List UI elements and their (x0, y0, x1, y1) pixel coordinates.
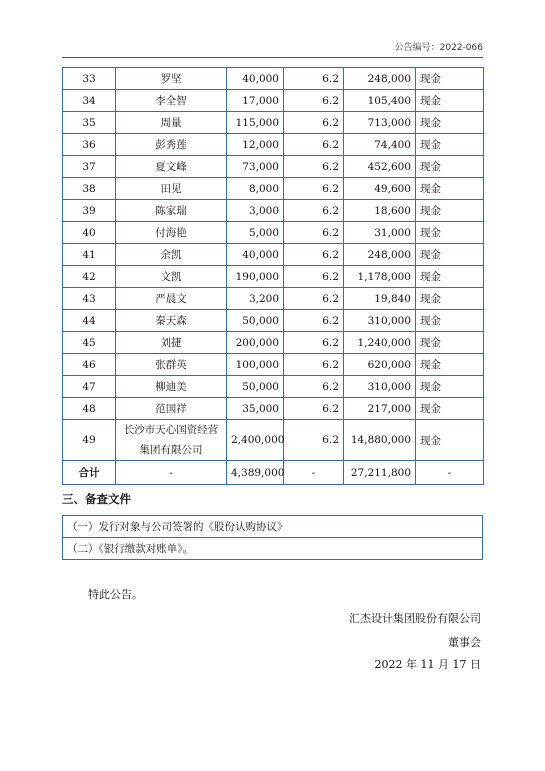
row-number: 34 (63, 90, 116, 112)
shares-cell: 2,400,000 (227, 420, 284, 461)
amount-cell: 74,400 (344, 134, 416, 156)
payment-method-cell: 现金 (416, 354, 484, 376)
subscriber-name: 刘捷 (116, 332, 227, 354)
shares-cell: 3,200 (227, 288, 284, 310)
price-cell: 6.2 (284, 156, 344, 178)
shares-cell: 115,000 (227, 112, 284, 134)
table-row (63, 354, 484, 376)
price-cell: 6.2 (284, 200, 344, 222)
total-shares: 4,389,000 (227, 461, 284, 485)
amount-cell: 49,600 (344, 178, 416, 200)
price-cell: 6.2 (284, 68, 344, 90)
amount-cell: 452,600 (344, 156, 416, 178)
table-row (63, 420, 484, 461)
subscriber-name: 付海艳 (116, 222, 227, 244)
amount-cell: 14,880,000 (344, 420, 416, 461)
table-row (63, 156, 484, 178)
price-cell: 6.2 (284, 222, 344, 244)
amount-cell: 310,000 (344, 310, 416, 332)
amount-cell: 713,000 (344, 112, 416, 134)
table-row (63, 244, 484, 266)
subscriber-name: 周量 (116, 112, 227, 134)
table-row (63, 288, 484, 310)
price-cell: 6.2 (284, 332, 344, 354)
shares-cell: 3,000 (227, 200, 284, 222)
payment-method-cell: 现金 (416, 376, 484, 398)
payment-method-cell: 现金 (416, 134, 484, 156)
price-cell: 6.2 (284, 398, 344, 420)
table-row (63, 222, 484, 244)
payment-method-cell: 现金 (416, 112, 484, 134)
document-item: （二）《银行缴款对账单》。 (63, 538, 483, 560)
row-number: 33 (63, 68, 116, 90)
row-number: 37 (63, 156, 116, 178)
row-number: 49 (63, 420, 116, 461)
shares-cell: 200,000 (227, 332, 284, 354)
row-number: 42 (63, 266, 116, 288)
price-cell: 6.2 (284, 288, 344, 310)
row-number: 38 (63, 178, 116, 200)
price-cell: 6.2 (284, 354, 344, 376)
payment-method-cell: 现金 (416, 90, 484, 112)
total-price: - (284, 461, 344, 485)
shares-cell: 50,000 (227, 376, 284, 398)
shares-cell: 35,000 (227, 398, 284, 420)
board-name: 董事会 (448, 636, 481, 649)
subscriber-table (62, 67, 484, 485)
row-number: 35 (63, 112, 116, 134)
subscriber-name: 陈家瑞 (116, 200, 227, 222)
total-amount: 27,211,800 (344, 461, 416, 485)
payment-method-cell: 现金 (416, 266, 484, 288)
subscriber-name: 秦天森 (116, 310, 227, 332)
shares-cell: 73,000 (227, 156, 284, 178)
amount-cell: 18,600 (344, 200, 416, 222)
table-row (63, 68, 484, 90)
subscriber-name: 余凯 (116, 244, 227, 266)
table-row (63, 200, 484, 222)
payment-method-cell: 现金 (416, 68, 484, 90)
amount-cell: 620,000 (344, 354, 416, 376)
table-row (63, 398, 484, 420)
subscriber-name: 田见 (116, 178, 227, 200)
subscriber-name-line1: 长沙市天心国资经营 (123, 424, 219, 436)
price-cell: 6.2 (284, 420, 344, 461)
table-row (63, 178, 484, 200)
shares-cell: 190,000 (227, 266, 284, 288)
amount-cell: 1,240,000 (344, 332, 416, 354)
amount-cell: 248,000 (344, 244, 416, 266)
payment-method-cell: 现金 (416, 244, 484, 266)
table-row (63, 516, 483, 538)
shares-cell: 50,000 (227, 310, 284, 332)
shares-cell: 12,000 (227, 134, 284, 156)
table-row (63, 90, 484, 112)
subscriber-name: 严晨文 (116, 288, 227, 310)
price-cell: 6.2 (284, 376, 344, 398)
row-number: 45 (63, 332, 116, 354)
announcement-date: 2022 年 11 月 17 日 (374, 658, 481, 671)
shares-cell: 8,000 (227, 178, 284, 200)
payment-method-cell: 现金 (416, 156, 484, 178)
shares-cell: 5,000 (227, 222, 284, 244)
price-cell: 6.2 (284, 134, 344, 156)
amount-cell: 105,400 (344, 90, 416, 112)
row-number: 47 (63, 376, 116, 398)
total-method: - (416, 461, 484, 485)
subscriber-name: 文凯 (116, 266, 227, 288)
header-divider (62, 57, 483, 58)
subscriber-name (116, 420, 227, 461)
shares-cell: 100,000 (227, 354, 284, 376)
amount-cell: 31,000 (344, 222, 416, 244)
table-row (63, 112, 484, 134)
payment-method-cell: 现金 (416, 398, 484, 420)
table-row (63, 266, 484, 288)
amount-cell: 310,000 (344, 376, 416, 398)
row-number: 41 (63, 244, 116, 266)
table-row (63, 310, 484, 332)
document-item: （一）发行对象与公司签署的《股份认购协议》 (63, 516, 483, 538)
row-number: 43 (63, 288, 116, 310)
price-cell: 6.2 (284, 244, 344, 266)
closing-notice: 特此公告。 (88, 588, 143, 601)
subscriber-name: 张群英 (116, 354, 227, 376)
section-title: 三、备查文件 (62, 492, 131, 506)
amount-cell: 217,000 (344, 398, 416, 420)
subscriber-name-line2: 集团有限公司 (139, 444, 203, 456)
announcement-code: 公告编号：2022-066 (394, 43, 483, 53)
row-number: 39 (63, 200, 116, 222)
total-label: 合计 (63, 461, 116, 485)
reference-documents-table (62, 515, 483, 560)
subscriber-name: 范国祥 (116, 398, 227, 420)
shares-cell: 40,000 (227, 244, 284, 266)
subscriber-name: 柳迪美 (116, 376, 227, 398)
total-row (63, 461, 484, 485)
payment-method-cell: 现金 (416, 178, 484, 200)
table-row (63, 134, 484, 156)
table-row (63, 376, 484, 398)
shares-cell: 17,000 (227, 90, 284, 112)
table-row (63, 332, 484, 354)
subscriber-name: 彭秀莲 (116, 134, 227, 156)
amount-cell: 19,840 (344, 288, 416, 310)
payment-method-cell: 现金 (416, 420, 484, 461)
total-name: - (116, 461, 227, 485)
table-row (63, 538, 483, 560)
payment-method-cell: 现金 (416, 332, 484, 354)
price-cell: 6.2 (284, 266, 344, 288)
subscriber-name: 罗坚 (116, 68, 227, 90)
payment-method-cell: 现金 (416, 288, 484, 310)
price-cell: 6.2 (284, 90, 344, 112)
payment-method-cell: 现金 (416, 310, 484, 332)
row-number: 36 (63, 134, 116, 156)
row-number: 46 (63, 354, 116, 376)
row-number: 40 (63, 222, 116, 244)
price-cell: 6.2 (284, 310, 344, 332)
amount-cell: 248,000 (344, 68, 416, 90)
amount-cell: 1,178,000 (344, 266, 416, 288)
payment-method-cell: 现金 (416, 200, 484, 222)
subscriber-name: 夏文峰 (116, 156, 227, 178)
shares-cell: 40,000 (227, 68, 284, 90)
subscriber-name: 李全智 (116, 90, 227, 112)
price-cell: 6.2 (284, 178, 344, 200)
company-name: 汇杰设计集团股份有限公司 (349, 612, 481, 625)
row-number: 48 (63, 398, 116, 420)
row-number: 44 (63, 310, 116, 332)
payment-method-cell: 现金 (416, 222, 484, 244)
price-cell: 6.2 (284, 112, 344, 134)
